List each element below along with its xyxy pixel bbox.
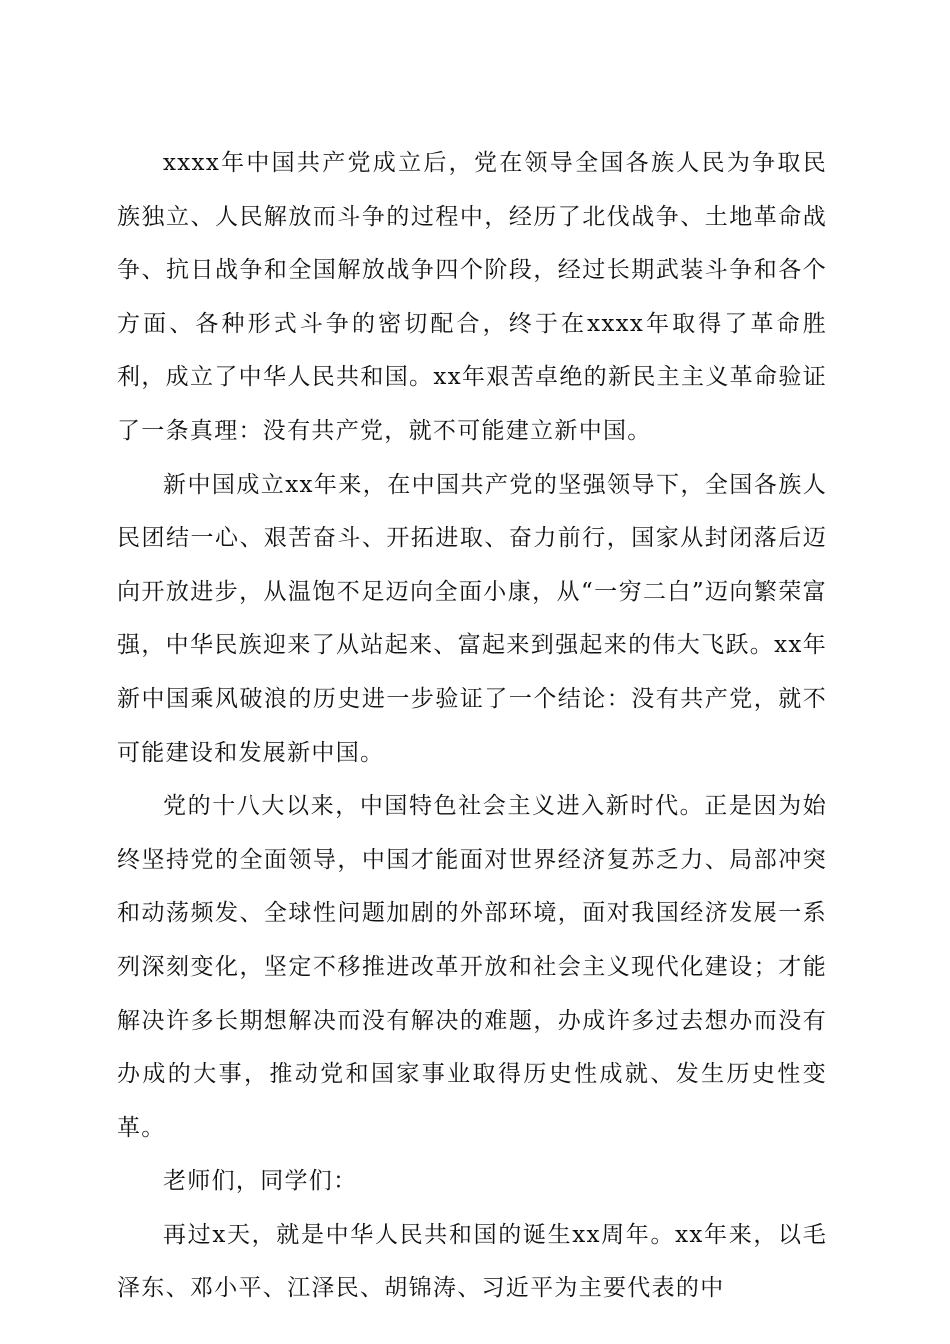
- paragraph-history-revolution: xxxx年中国共产党成立后，党在领导全国各族人民为争取民族独立、人民解放而斗争的过程中，经历了北伐战争、土地革命战争、抗日战争和全国解放战争四个阶段，经过长期武装斗争和各个方面、各种形式斗争的密切配合，终于在xxxx年取得了革命胜利，成立了中华人民共和国。xx年艰苦卓绝的新民主主义革命验证了一条真理：没有共产党，就不可能建立新中国。: [117, 150, 827, 444]
- paragraph-salutation: 老师们，同学们：: [163, 1168, 358, 1195]
- paragraph-new-era: 党的十八大以来，中国特色社会主义进入新时代。正是因为始终坚持党的全面领导，中国才能面对世界经济复苏乏力、局部冲突和动荡频发、全球性问题加剧的外部环境，面对我国经济发展一系列深刻变化，坚定不移推进改革开放和社会主义现代化建设；才能解决许多长期想解决而没有解决的难题，办成许多过去想办而没有办成的大事，推动党和国家事业取得历史性成就、发生历史性变革。: [117, 793, 827, 1141]
- paragraph-new-china-development: 新中国成立xx年来，在中国共产党的坚强领导下，全国各族人民团结一心、艰苦奋斗、开拓进取、奋力前行，国家从封闭落后迈向开放进步，从温饱不足迈向全面小康，从“一穷二白”迈向繁荣富强，中华民族迎来了从站起来、富起来到强起来的伟大飞跃。xx年新中国乘风破浪的历史进一步验证了一个结论：没有共产党，就不可能建设和发展新中国。: [117, 471, 827, 766]
- paragraph-anniversary: 再过x天，就是中华人民共和国的诞生xx周年。xx年来，以毛泽东、邓小平、江泽民、胡锦涛、习近平为主要代表的中: [117, 1221, 827, 1302]
- document-body: [117, 137, 827, 1316]
